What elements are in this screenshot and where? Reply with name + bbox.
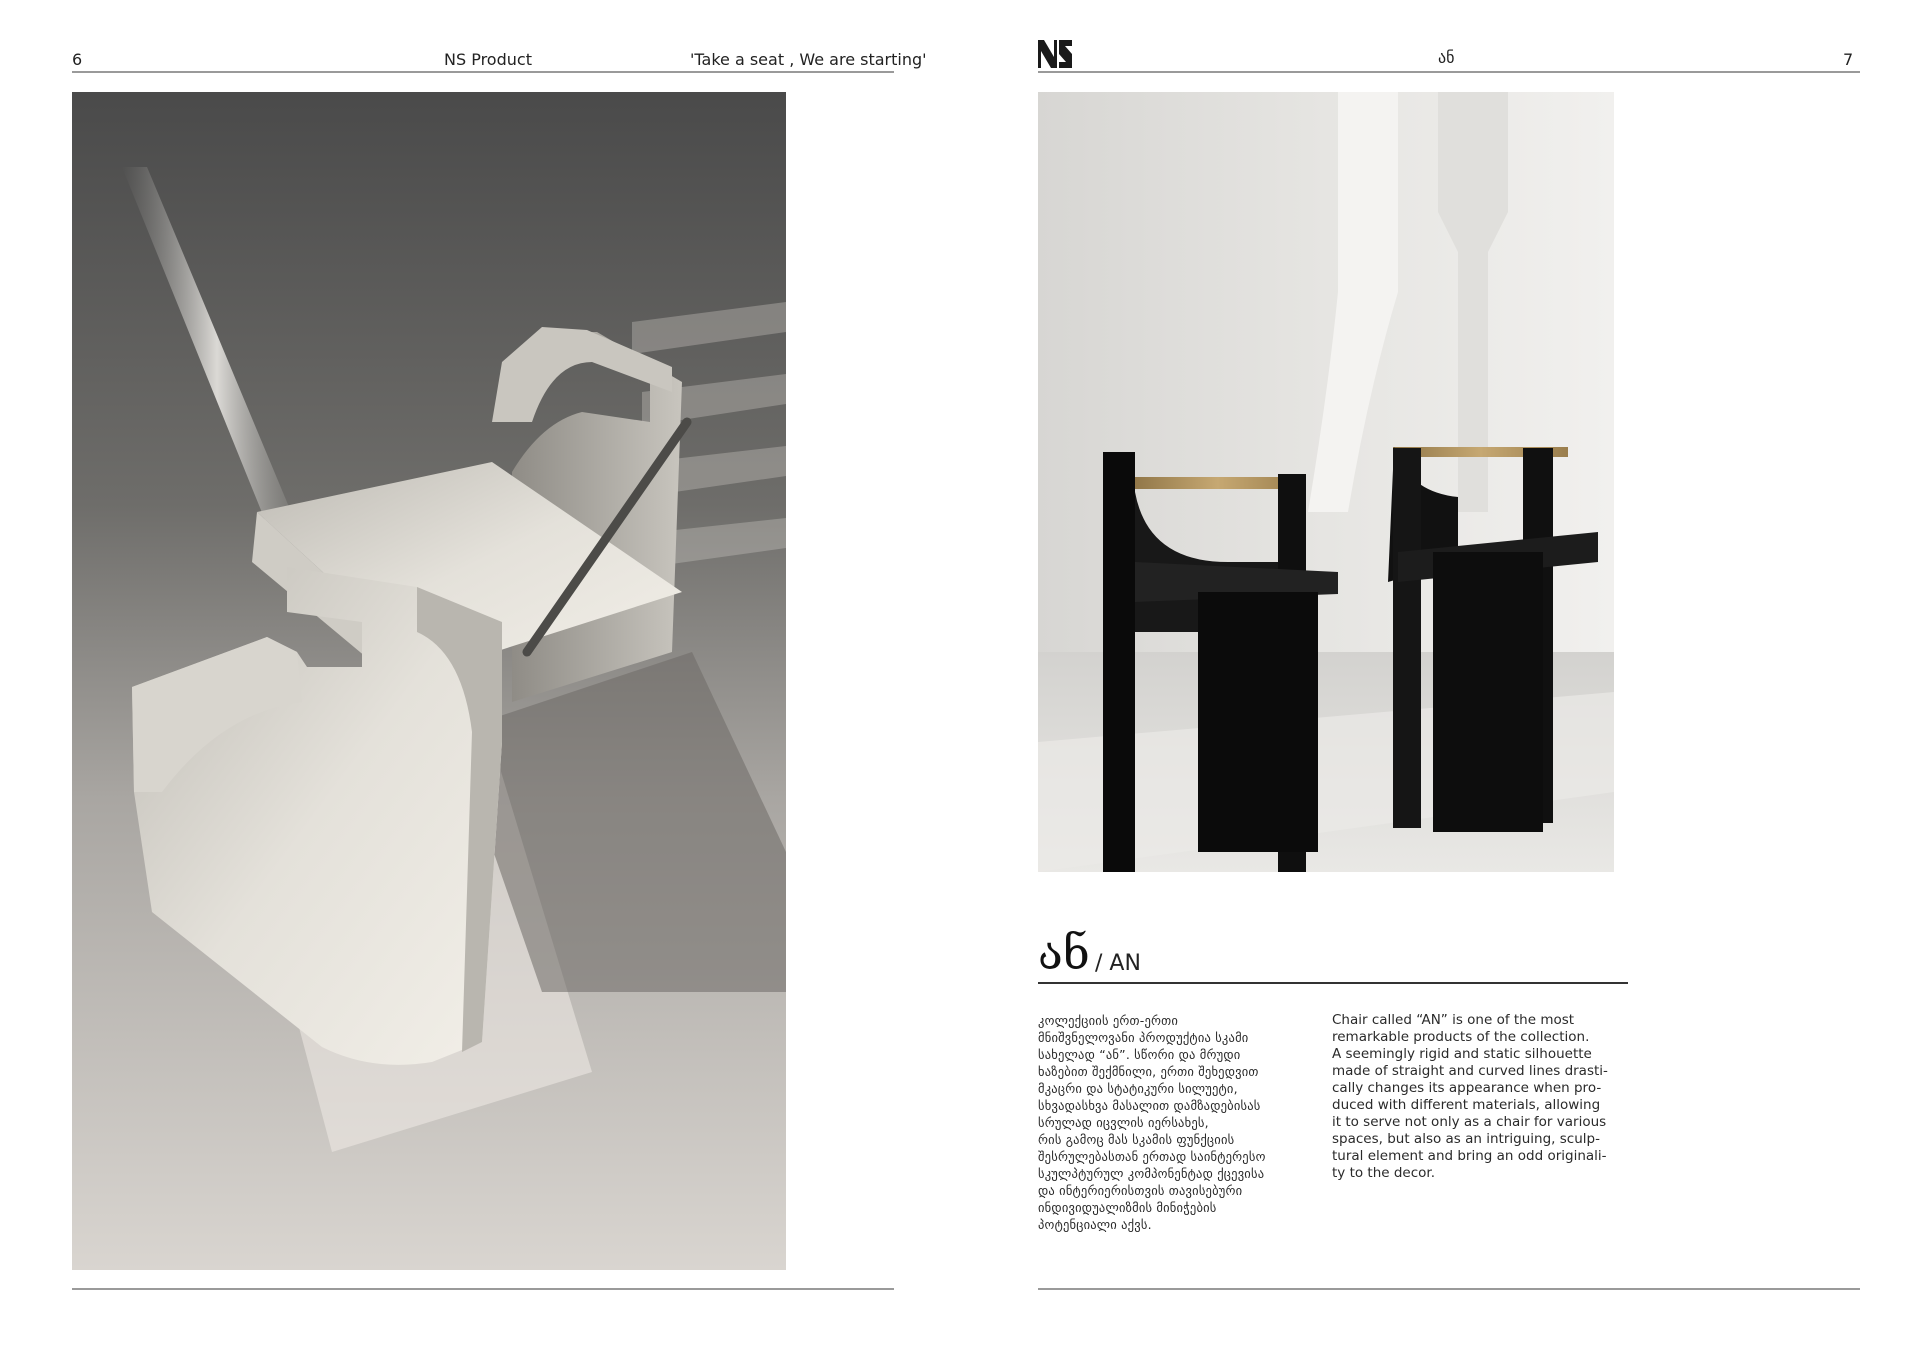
header-rule-left [72, 71, 894, 73]
brand-name: NS Product [444, 50, 532, 69]
photo-black-chairs [1038, 92, 1614, 872]
description-georgian: კოლექციის ერთ-ერთი მნიშვნელოვანი პროდუქტია სკამი სახელად “ან”. სწორი და მრუდი ხაზებით შექმნილი, ერთი შეხედვით მკაცრი და სტატიკური სილუეტი, სხვადასხვა მასალით დამზადებისას სრულად იცვლის იერსახეს, რის გამოც მას სკამის ფუნქციის შესრულებასთან ერთად საინტერესო სკულპტურულ კომპონენტად ქცევისა და ინტერიერისთვის თავისებური ინდივიდუალიზმის მინიჭების პოტენციალი აქვს. [1038, 1013, 1266, 1232]
footer-rule-left [72, 1288, 894, 1290]
footer-rule-right [1038, 1288, 1860, 1290]
ns-logo [1038, 40, 1072, 68]
page-number-right: 7 [1843, 50, 1854, 69]
header-rule-right [1038, 71, 1860, 73]
photo-upholstered-chair [72, 92, 786, 1270]
section-title: ან [1438, 48, 1455, 67]
page-number-left: 6 [72, 50, 83, 69]
title-rule [1038, 982, 1628, 984]
slogan: 'Take a seat , We are starting' [690, 50, 927, 69]
product-title-en: / AN [1095, 951, 1141, 976]
product-title-ka: ან [1038, 926, 1090, 980]
description-english: Chair called “AN” is one of the most remarkable products of the collection. A seemingly rigid and static silhouette made of straight and curved lines drasti- cally changes its appearance when pro- duced with different materials, allowing it to serve not only as a chair for various spaces, but also as an intriguing, sculp- tural element and bring an odd originali- ty to the decor. [1332, 1012, 1608, 1181]
